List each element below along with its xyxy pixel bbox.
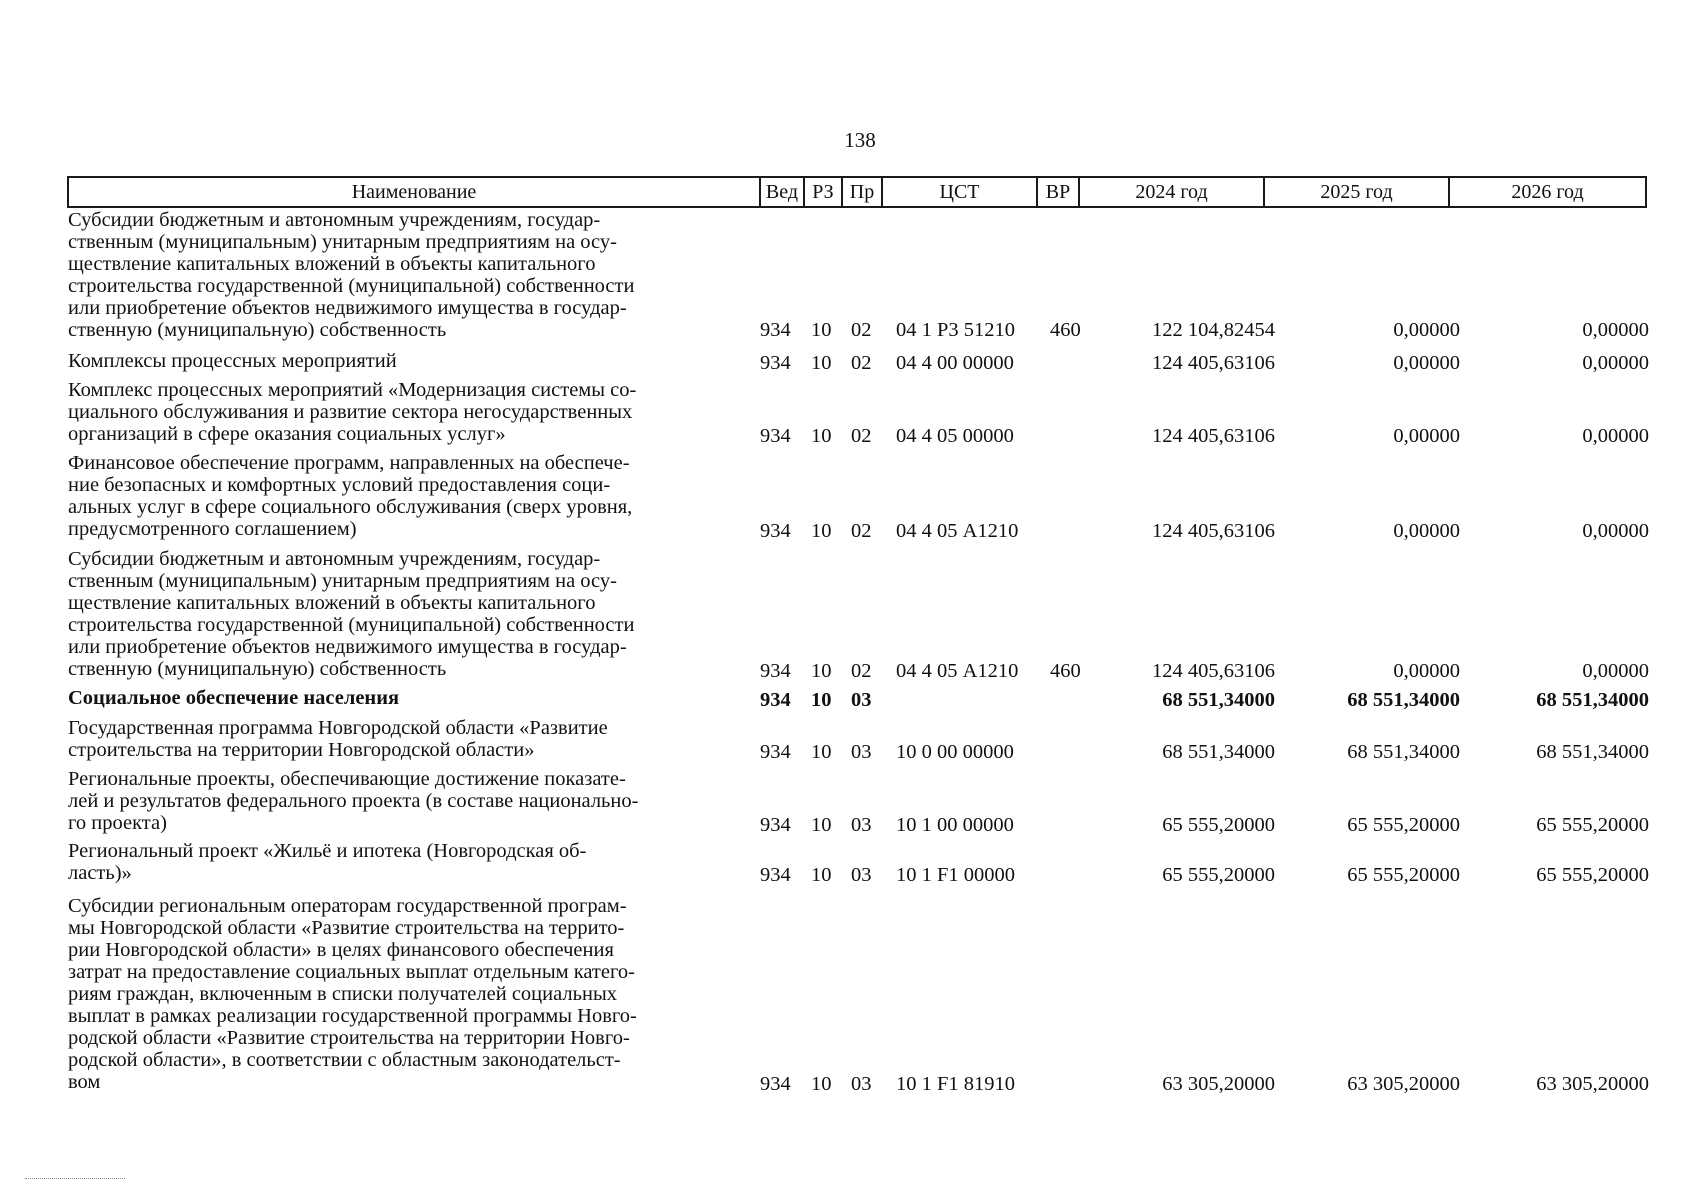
col-header-pr: Пр xyxy=(841,178,881,206)
row-name: Социальное обеспечение населения xyxy=(68,687,400,709)
row-2024: 124 405,63106 xyxy=(1152,520,1275,542)
row-ved: 934 xyxy=(760,352,791,374)
col-header-ved: Вед xyxy=(759,178,803,206)
row-name: Комплекс процессных мероприятий «Модернизация системы со- циального обслуживания и развитие сектора негосударственных организаций в сфере оказания социальных услуг» xyxy=(68,379,637,445)
row-ved: 934 xyxy=(760,741,791,763)
row-2026: 63 305,20000 xyxy=(1536,1073,1649,1095)
col-header-2026: 2026 год xyxy=(1448,178,1645,206)
col-header-2025: 2025 год xyxy=(1263,178,1448,206)
row-rz: 10 xyxy=(811,741,832,763)
table-row xyxy=(0,840,1695,886)
table-row xyxy=(0,350,1695,374)
row-2025: 63 305,20000 xyxy=(1347,1073,1460,1095)
row-2026: 0,00000 xyxy=(1582,660,1649,682)
row-rz: 10 xyxy=(811,1073,832,1095)
row-pr: 03 xyxy=(851,741,872,763)
row-cst: 10 0 00 00000 xyxy=(896,741,1014,763)
row-2024: 124 405,63106 xyxy=(1152,352,1275,374)
col-header-rz: РЗ xyxy=(803,178,841,206)
row-2026: 68 551,34000 xyxy=(1536,741,1649,763)
table-header xyxy=(67,176,1647,208)
row-2025: 0,00000 xyxy=(1393,352,1460,374)
row-2024: 65 555,20000 xyxy=(1162,814,1275,836)
row-2025: 68 551,34000 xyxy=(1347,741,1460,763)
row-name: Субсидии региональным операторам государственной програм- мы Новгородской области «Развитие строительства на террито- рии Новгородской области» в целях финансового обеспечения затрат на предоставление социальных выплат отдельным катего- риям граждан, включенным в списки получателей социальных выплат в рамках реализации государственной программы Новго- родской области «Развитие строительства на территории Новго- родской области», в соответствии с областным законодательст- вом xyxy=(68,895,637,1093)
row-2025: 65 555,20000 xyxy=(1347,814,1460,836)
row-vr: 460 xyxy=(1050,660,1081,682)
table-row xyxy=(0,548,1695,682)
row-rz: 10 xyxy=(811,319,832,341)
row-pr: 02 xyxy=(851,425,872,447)
table-row xyxy=(0,768,1695,836)
row-cst: 04 4 05 00000 xyxy=(896,425,1014,447)
row-ved: 934 xyxy=(760,319,791,341)
row-ved: 934 xyxy=(760,864,791,886)
row-2024: 124 405,63106 xyxy=(1152,660,1275,682)
row-rz: 10 xyxy=(811,352,832,374)
row-vr: 460 xyxy=(1050,319,1081,341)
table-row xyxy=(0,209,1695,341)
page-number: 138 xyxy=(844,128,876,152)
row-rz: 10 xyxy=(811,689,832,711)
table-row xyxy=(0,379,1695,447)
table-row xyxy=(0,452,1695,542)
row-pr: 03 xyxy=(851,689,872,711)
row-pr: 02 xyxy=(851,660,872,682)
row-rz: 10 xyxy=(811,864,832,886)
row-name: Региональные проекты, обеспечивающие достижение показате- лей и результатов федерального проекта (в составе национально- го проекта) xyxy=(68,768,639,834)
row-2024: 68 551,34000 xyxy=(1162,689,1275,711)
row-2024: 63 305,20000 xyxy=(1162,1073,1275,1095)
row-cst: 04 4 05 А1210 xyxy=(896,660,1019,682)
row-ved: 934 xyxy=(760,425,791,447)
row-ved: 934 xyxy=(760,689,791,711)
row-name: Финансовое обеспечение программ, направленных на обеспече- ние безопасных и комфортных условий предоставления соци- альных услуг в сфере социального обслуживания (сверх уровня, предусмотренного соглашением) xyxy=(68,452,633,540)
row-cst: 10 1 00 00000 xyxy=(896,814,1014,836)
row-2026: 68 551,34000 xyxy=(1536,689,1649,711)
row-ved: 934 xyxy=(760,520,791,542)
row-cst: 04 4 05 А1210 xyxy=(896,520,1019,542)
row-pr: 03 xyxy=(851,1073,872,1095)
row-ved: 934 xyxy=(760,1073,791,1095)
row-ved: 934 xyxy=(760,660,791,682)
row-2024: 124 405,63106 xyxy=(1152,425,1275,447)
row-2025: 0,00000 xyxy=(1393,520,1460,542)
row-rz: 10 xyxy=(811,660,832,682)
row-name: Комплексы процессных мероприятий xyxy=(68,350,397,372)
row-cst: 10 1 F1 00000 xyxy=(896,864,1016,886)
row-2026: 0,00000 xyxy=(1582,352,1649,374)
row-2026: 65 555,20000 xyxy=(1536,814,1649,836)
table-row xyxy=(0,687,1695,711)
row-2026: 0,00000 xyxy=(1582,319,1649,341)
row-pr: 02 xyxy=(851,352,872,374)
col-header-vr: ВР xyxy=(1036,178,1078,206)
row-name: Субсидии бюджетным и автономным учреждениям, государ- ственным (муниципальным) унитарным предприятиям на осу- ществление капитальных вложений в объекты капитального строительства государственной (муниципальной) собственности или приобретение объектов недвижимого имущества в государ- ственную (муниципальную) собственность xyxy=(68,209,635,341)
row-name: Субсидии бюджетным и автономным учреждениям, государ- ственным (муниципальным) унитарным предприятиям на осу- ществление капитальных вложений в объекты капитального строительства государственной (муниципальной) собственности или приобретение объектов недвижимого имущества в государ- ственную (муниципальную) собственность xyxy=(68,548,635,680)
row-rz: 10 xyxy=(811,425,832,447)
row-2024: 68 551,34000 xyxy=(1162,741,1275,763)
row-2026: 0,00000 xyxy=(1582,425,1649,447)
row-pr: 03 xyxy=(851,864,872,886)
row-2025: 0,00000 xyxy=(1393,425,1460,447)
row-2024: 65 555,20000 xyxy=(1162,864,1275,886)
col-header-2024: 2024 год xyxy=(1078,178,1263,206)
row-2025: 0,00000 xyxy=(1393,319,1460,341)
col-header-name: Наименование xyxy=(351,181,477,203)
row-2026: 65 555,20000 xyxy=(1536,864,1649,886)
row-cst: 04 4 00 00000 xyxy=(896,352,1014,374)
row-ved: 934 xyxy=(760,814,791,836)
row-cst: 04 1 Р3 51210 xyxy=(896,319,1016,341)
row-name: Государственная программа Новгородской области «Развитие строительства на территории Новгородской области» xyxy=(68,717,608,761)
scan-artifact xyxy=(25,1178,125,1179)
row-2025: 68 551,34000 xyxy=(1347,689,1460,711)
table-row xyxy=(0,895,1695,1095)
col-header-cst: ЦСТ xyxy=(881,178,1036,206)
row-pr: 02 xyxy=(851,520,872,542)
row-rz: 10 xyxy=(811,814,832,836)
row-2026: 0,00000 xyxy=(1582,520,1649,542)
row-2025: 65 555,20000 xyxy=(1347,864,1460,886)
row-cst: 10 1 F1 81910 xyxy=(896,1073,1016,1095)
table-row xyxy=(0,717,1695,763)
row-name: Региональный проект «Жильё и ипотека (Новгородская об- ласть)» xyxy=(68,840,587,884)
row-pr: 03 xyxy=(851,814,872,836)
row-2024: 122 104,82454 xyxy=(1152,319,1275,341)
row-2025: 0,00000 xyxy=(1393,660,1460,682)
row-rz: 10 xyxy=(811,520,832,542)
row-pr: 02 xyxy=(851,319,872,341)
